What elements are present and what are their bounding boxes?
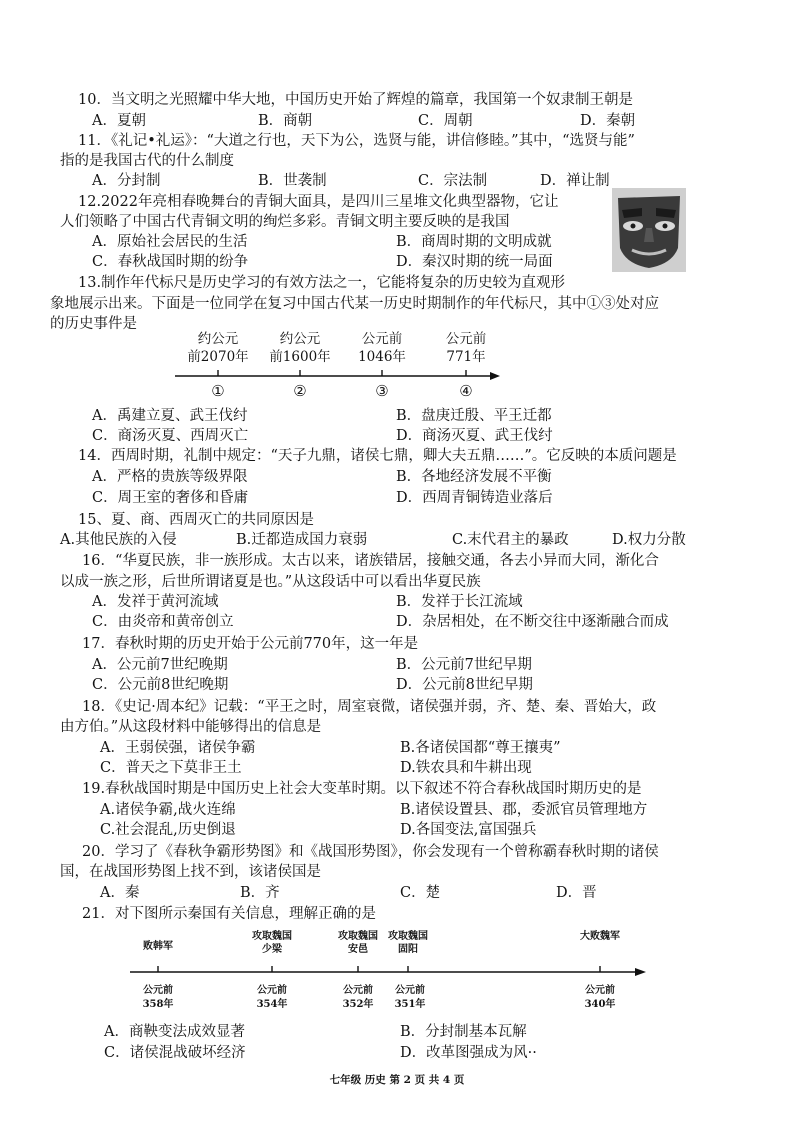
q13-option-d: D．商汤灭夏、武王伐纣: [396, 428, 553, 444]
q13-tl-3-bottom: 1046年: [358, 349, 406, 365]
q15-stem: 15、夏、商、西周灭亡的共同原因是: [78, 512, 314, 528]
q13-tl-4-mark: ④: [459, 382, 473, 400]
q11-stem: 11．《礼记•礼运》：“大道之行也，天下为公，选贤与能，讲信修睦。”其中，“选贤与能”: [78, 133, 635, 149]
q13-stem-cont2: 的历史事件是: [50, 316, 137, 332]
q11-stem-cont: 指的是我国古代的什么制度: [60, 153, 234, 169]
q14-option-c: C．周王室的奢侈和昏庸: [92, 490, 249, 506]
q11-option-c: C．宗法制: [418, 173, 488, 189]
q19-stem: 19.春秋战国时期是中国历史上社会大变革时期。以下叙述不符合春秋战国时期历史的是: [82, 781, 642, 797]
q12-stem-cont: 人们领略了中国古代青铜文明的绚烂多彩。青铜文明主要反映的是我国: [60, 214, 510, 230]
q12-option-c: C．春秋战国时期的纷争: [92, 254, 249, 270]
q21-tl-4-top: 攻取魏国固阳: [388, 931, 428, 955]
q11-option-d: D．禅让制: [540, 173, 610, 189]
q12-option-d: D．秦汉时期的统一局面: [396, 254, 553, 270]
q15-option-d: D.权力分散: [612, 532, 686, 548]
q21-tl-2-top: 攻取魏国少梁: [252, 931, 292, 955]
q19-option-d: D.各国变法,富国强兵: [400, 822, 537, 838]
q12-stem: 12.2022年亮相春晚舞台的青铜大面具，是四川三星堆文化典型器物，它让: [78, 194, 559, 210]
q10-option-d: D．秦朝: [580, 113, 636, 129]
q17-option-a: A．公元前7世纪晚期: [92, 657, 228, 673]
q16-stem-cont: 以成一族之形，后世所谓诸夏是也。”从这段话中可以看出华夏民族: [60, 574, 481, 590]
q18-stem-cont: 由方伯。”从这段材料中能够得出的信息是: [60, 719, 322, 735]
q21-tl-3-bottom1: 公元前: [343, 985, 373, 996]
q13-timeline: [170, 330, 510, 400]
q19-option-c: C.社会混乱,历史倒退: [100, 822, 236, 838]
q21-tl-1-bottom2: 358年: [142, 999, 174, 1010]
q18-option-b: B.各诸侯国都“尊王攘夷”: [400, 740, 561, 756]
q21-tl-4-bottom2: 351年: [394, 999, 426, 1010]
q20-option-a: A．秦: [100, 885, 140, 901]
q20-option-d: D．晋: [556, 885, 597, 901]
q13-tl-4-top: 公元前: [445, 331, 487, 347]
q13-tl-2-bottom: 前1600年: [269, 349, 331, 365]
bronze-mask-image: [612, 188, 686, 272]
q21-option-c: C．诸侯混战破坏经济: [104, 1045, 246, 1061]
q14-stem: 14．西周时期，礼制中规定：“天子九鼎，诸侯七鼎，卿大夫五鼎……”。它反映的本质问题是: [78, 448, 677, 464]
q17-option-c: C．公元前8世纪晚期: [92, 677, 229, 693]
q13-option-a: A．禹建立夏、武王伐纣: [92, 408, 248, 424]
q21-tl-2-bottom2: 354年: [256, 999, 288, 1010]
q10-option-a: A．夏朝: [92, 113, 146, 129]
q15-option-b: B.迁都造成国力衰弱: [236, 532, 368, 548]
q21-tl-5-bottom2: 340年: [584, 999, 616, 1010]
q16-stem: 16．“华夏民族，非一族形成。太古以来，诸族错居，接触交通，各去小异而大同，渐化合: [82, 553, 659, 569]
q11-option-a: A．分封制: [92, 173, 161, 189]
q13-tl-2-mark: ②: [293, 382, 307, 400]
q13-tl-1-bottom: 前2070年: [187, 349, 249, 365]
q13-stem-cont: 象地展示出来。下面是一位同学在复习中国古代某一历史时期制作的年代标尺，其中①③处对应: [50, 296, 659, 312]
q10-option-c: C．周朝: [418, 113, 473, 129]
q21-option-d: D．改革图强成为风··: [400, 1045, 537, 1061]
q21-tl-3-top: 攻取魏国安邑: [338, 931, 378, 955]
q21-tl-5-bottom1: 公元前: [585, 985, 615, 996]
q20-option-b: B．齐: [240, 885, 280, 901]
q16-option-c: C．由炎帝和黄帝创立: [92, 614, 234, 630]
q21-tl-4-bottom1: 公元前: [395, 985, 425, 996]
q17-option-b: B．公元前7世纪早期: [396, 657, 532, 673]
q16-option-a: A．发祥于黄河流域: [92, 594, 219, 610]
q19-option-a: A.诸侯争霸,战火连绵: [100, 802, 236, 818]
q10-stem: 10．当文明之光照耀中华大地，中国历史开始了辉煌的篇章，我国第一个奴隶制王朝是: [78, 92, 633, 108]
q10-option-b: B．商朝: [258, 113, 313, 129]
q11-option-b: B．世袭制: [258, 173, 327, 189]
q12-option-a: A．原始社会居民的生活: [92, 234, 248, 250]
q21-stem: 21．对下图所示秦国有关信息，理解正确的是: [82, 906, 376, 922]
q20-stem: 20．学习了《春秋争霸形势图》和《战国形势图》，你会发现有一个曾称霸春秋时期的诸侯: [82, 844, 659, 860]
page-footer: 七年级 历史 第 2 页 共 4 页: [329, 1074, 465, 1086]
q18-option-d: D.铁农具和牛耕出现: [400, 760, 532, 776]
q13-tl-4-bottom: 771年: [446, 349, 486, 365]
q13-option-c: C．商汤灭夏、西周灭亡: [92, 428, 249, 444]
q13-tl-3-mark: ③: [375, 382, 389, 400]
q13-option-b: B．盘庚迁殷、平王迁都: [396, 408, 552, 424]
q19-option-b: B.诸侯设置县、郡，委派官员管理地方: [400, 802, 648, 818]
q13-stem: 13.制作年代标尺是历史学习的有效方法之一，它能将复杂的历史较为直观形: [78, 275, 566, 291]
q15-option-c: C.末代君主的暴政: [452, 532, 569, 548]
q17-option-d: D．公元前8世纪早期: [396, 677, 533, 693]
q17-stem: 17．春秋时期的历史开始于公元前770年，这一年是: [82, 636, 419, 652]
q14-option-b: B．各地经济发展不平衡: [396, 469, 552, 485]
q21-tl-2-bottom1: 公元前: [257, 985, 287, 996]
q16-option-d: D．杂居相处，在不断交往中逐渐融合而成: [396, 614, 669, 630]
q18-option-c: C．普天之下莫非王土: [100, 760, 242, 776]
q16-option-b: B．发祥于长江流域: [396, 594, 523, 610]
q18-stem: 18．《史记·周本纪》记载：“平王之时，周室衰微，诸侯强并弱，齐、楚、秦、晋始大，政: [82, 699, 657, 715]
q21-tl-5-top: 大败魏军: [580, 931, 620, 942]
q21-tl-3-bottom2: 352年: [342, 999, 374, 1010]
q21-option-b: B．分封制基本瓦解: [400, 1024, 527, 1040]
q21-timeline: [120, 928, 650, 1020]
q21-tl-1-bottom1: 公元前: [143, 985, 173, 996]
q13-tl-2-top: 约公元: [279, 331, 321, 347]
q13-tl-1-mark: ①: [211, 382, 225, 400]
q13-tl-3-top: 公元前: [361, 331, 403, 347]
q14-option-a: A．严格的贵族等级界限: [92, 469, 248, 485]
q20-option-c: C．楚: [400, 885, 441, 901]
q12-option-b: B．商周时期的文明成就: [396, 234, 552, 250]
bronze-mask-icon: [612, 188, 686, 272]
q21-tl-1-top: 败韩军: [143, 941, 173, 952]
q14-option-d: D．西周青铜铸造业落后: [396, 490, 553, 506]
q21-option-a: A．商鞅变法成效显著: [104, 1024, 245, 1040]
q20-stem-cont: 国，在战国形势图上找不到，该诸侯国是: [60, 864, 321, 880]
q18-option-a: A．王弱侯强，诸侯争霸: [100, 740, 256, 756]
q13-tl-1-top: 约公元: [197, 331, 239, 347]
q15-option-a: A.其他民族的入侵: [60, 532, 177, 548]
